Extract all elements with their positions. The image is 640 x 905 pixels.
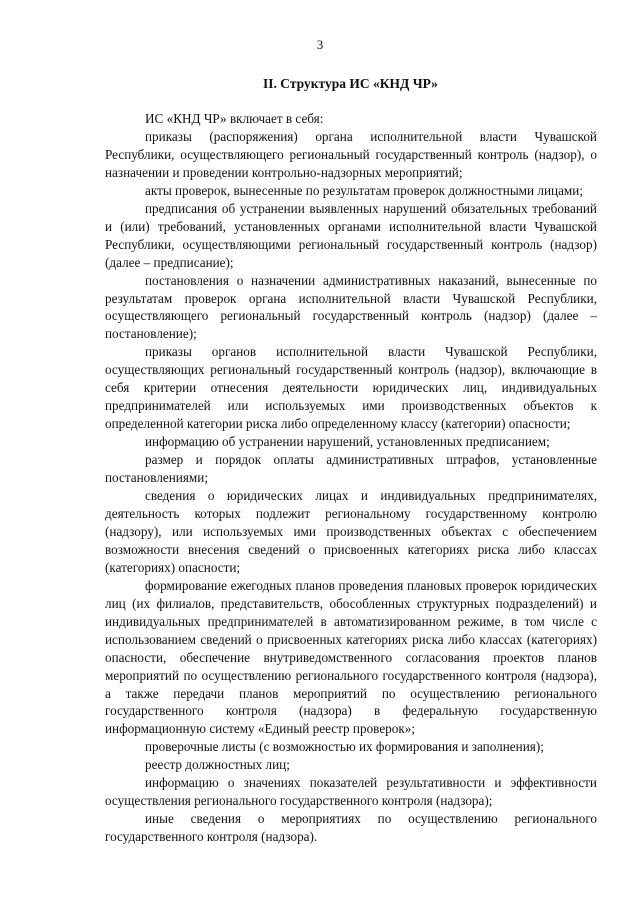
paragraph-intro: ИС «КНД ЧР» включает в себя:	[145, 111, 324, 126]
paragraph-violation-elimination: информацию об устранении нарушений, установленных предписанием;	[145, 434, 550, 450]
paragraph-prescriptions: предписания об устранении выявленных нарушений обязательных требований и (или) требований, установленных органами исполнительной власти Чувашской Республики, осуществляющими региональный государственный контроль (надзор) (далее – предписание);	[105, 200, 597, 270]
paragraph-checklists: проверочные листы (с возможностью их формирования и заполнения);	[145, 739, 544, 755]
paragraph-resolutions: постановления о назначении административных наказаний, вынесенные по результатам проверок органа исполнительной власти Чувашской Республики, осуществляющего региональный государственный контроль (надзор) (далее – постановление);	[105, 272, 597, 342]
paragraph-performance-indicators: информацию о значениях показателей результативности и эффективности осуществления регионального государственного контроля (надзора);	[105, 775, 597, 809]
paragraph-risk-criteria-orders: приказы органов исполнительной власти Чувашской Республики, осуществляющих региональный государственный контроль (надзор), включающие в себя критерии отнесения деятельности юридических лиц, индивидуальных предпринимателей или используемых ими производственных объектов к определенной категории риска либо определенному классу (категории) опасности;	[105, 344, 597, 432]
paragraph-officials-registry: реестр должностных лиц;	[145, 757, 290, 773]
paragraph-inspection-acts: акты проверок, вынесенные по результатам проверок должностными лицами;	[145, 182, 584, 198]
page-number: 3	[316, 37, 324, 52]
paragraph-other-info: иные сведения о мероприятиях по осуществлению регионального государственного контроля (надзора).	[105, 811, 597, 845]
paragraph-entities-info: сведения о юридических лицах и индивидуальных предпринимателях, деятельность которых подлежит региональному государственному контролю (надзору), или используемых ими производственных объектах с обеспечением возможности внесения сведений о присвоенных категориях риска либо классах (категориях) опасности;	[105, 488, 597, 575]
paragraph-fines: размер и порядок оплаты административных штрафов, установленные постановлениями;	[105, 452, 597, 486]
section-body	[105, 110, 597, 846]
paragraph-annual-plans: формирование ежегодных планов проведения плановых проверок юридических лиц (их филиалов, представительств, обособленных структурных подразделений) и индивидуальных предпринимателей в автоматизированном режиме, в том числе с использованием сведений о присвоенных категориях риска либо классах (категориях) опасности, обеспечение внутриведомственного согласования проектов планов мероприятий по осуществлению регионального государственного контроля (надзора), а также передачи планов мероприятий по осуществлению регионального государственного контроля (надзора) в федеральную государственную информационную систему «Единый реестр проверок»;	[105, 577, 597, 737]
section-title: II. Структура ИС «КНД ЧР»	[263, 76, 438, 91]
paragraph-orders: приказы (распоряжения) органа исполнительной власти Чувашской Республики, осуществляющего региональный государственный контроль (надзор), о назначении и проведении контрольно-надзорных мероприятий;	[105, 128, 597, 180]
